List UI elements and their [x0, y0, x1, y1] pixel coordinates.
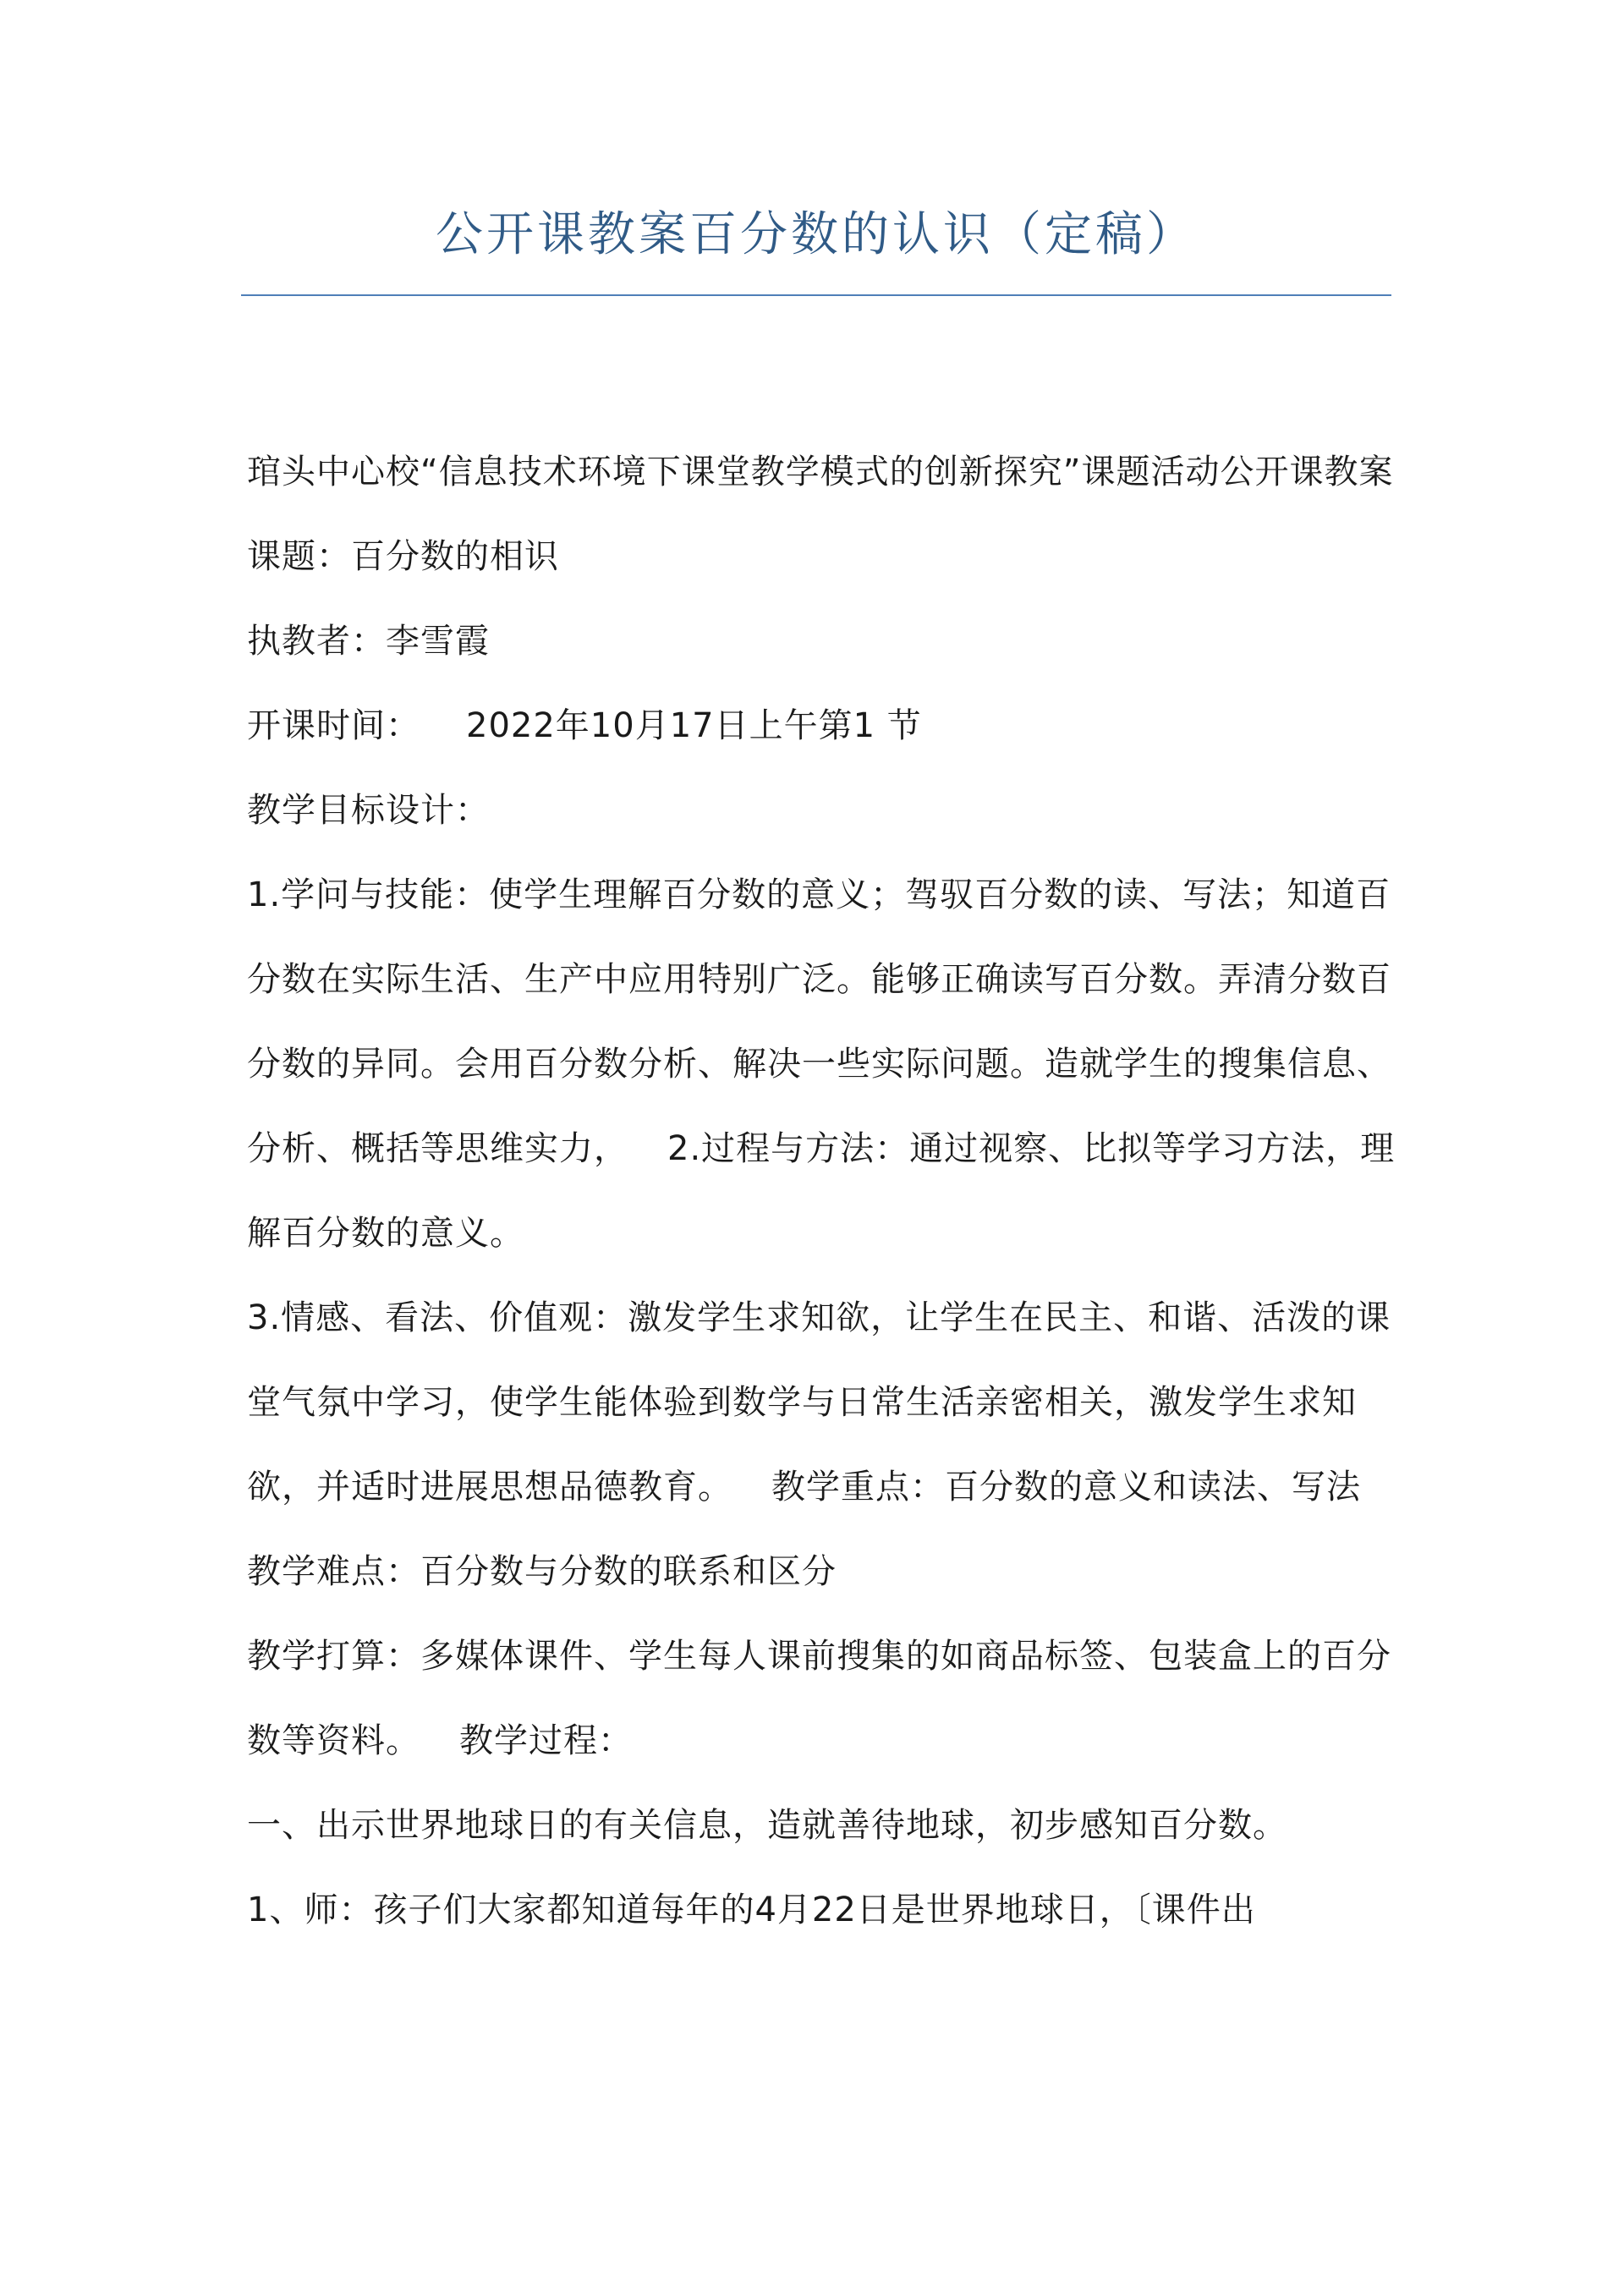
document-title: 公开课教案百分数的认识（定稿）: [436, 207, 1197, 262]
title-underline: [241, 294, 1391, 296]
goals-heading: 教学目标设计：: [247, 791, 490, 830]
time-value: 2022年10月17日上午第1 节: [466, 706, 922, 745]
preparation-paragraph: [247, 1614, 1414, 1783]
preparation: 教学打算：多媒体课件、学生每人课前搜集的如商品标签、包装盒上的百分数等资料。: [247, 1637, 1391, 1760]
document-body: [247, 430, 1414, 1952]
teacher-line: 执教者：李雪霞: [247, 622, 490, 661]
goal-values: 3.情感、看法、价值观：激发学生求知欲，让学生在民主、和谐、活泼的课堂气氛中学习，使学生能体验到数学与日常生活亲密相关，激发学生求知欲，并适时进展思想品德教育。: [247, 1298, 1391, 1506]
goal-process: 2.过程与方法：通过视察、比拟等学习方法，理解百分数的意义。: [247, 1129, 1396, 1253]
difficulty: 教学难点：百分数与分数的联系和区分: [247, 1552, 837, 1591]
time-label: 开课时间：: [247, 706, 420, 745]
goals-paragraph: [247, 853, 1414, 1276]
subject-line: 课题：百分数的相识: [247, 537, 559, 576]
time-line: [247, 683, 1414, 768]
key-points: 教学重点：百分数的意义和读法、写法: [771, 1468, 1361, 1506]
goal-knowledge: 1.学问与技能：使学生理解百分数的意义；驾驭百分数的读、写法；知道百分数在实际生活、生产中应用特别广泛。能够正确读写百分数。弄清分数百分数的异同。会用百分数分析、解决一些实际问题。造就学生的搜集信息、分析、概括等思维实力，: [247, 875, 1391, 1168]
step-1: 一、出示世界地球日的有关信息，造就善待地球，初步感知百分数。: [247, 1806, 1287, 1845]
step-1-1: 1、师：孩子们大家都知道每年的4月22日是世界地球日，〔课件出: [247, 1891, 1256, 1929]
intro-paragraph: 琯头中心校“信息技术环境下课堂教学模式的创新探究”课题活动公开课教案: [247, 453, 1394, 491]
values-paragraph: [247, 1276, 1414, 1614]
process-heading: 教学过程：: [459, 1721, 633, 1760]
